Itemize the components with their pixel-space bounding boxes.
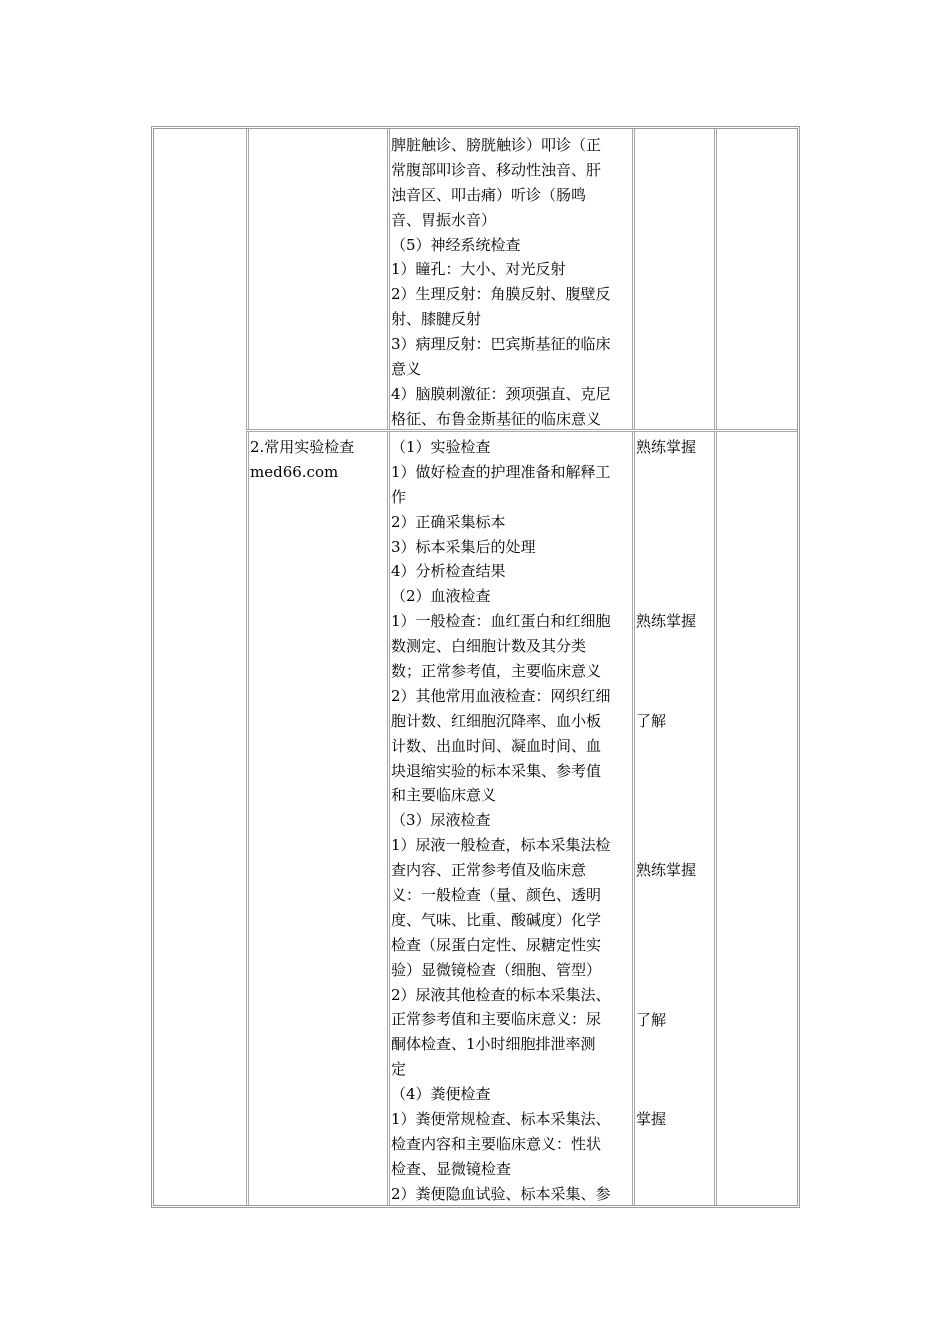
content-line: 1）瞳孔：大小、对光反射 [391,260,566,279]
content-line: 音、胃振水音） [391,210,497,229]
content-line: 2）粪便隐血试验、标本采集、参 [391,1184,611,1203]
content-line: 2）生理反射：角膜反射、腹壁反 [391,285,611,304]
mastery-level: 了解 [636,711,667,730]
content-line: 浊音区、叩击痛）听诊（肠鸣 [391,185,587,204]
content-line: 和主要临床意义 [391,786,497,805]
content-line: 格征、布鲁金斯基征的临床意义 [391,409,602,428]
content-line: 块退缩实验的标本采集、参考值 [391,761,602,780]
content-line: 2）其他常用血液检查：网织红细 [391,686,611,705]
content-line: 度、气味、比重、酸碱度）化学 [391,910,602,929]
column-divider [246,129,249,1205]
content-line: 计数、出血时间、凝血时间、血 [391,736,602,755]
syllabus-table [151,126,800,1208]
mastery-level: 熟练掌握 [636,612,697,631]
content-line: 1）尿液一般检查，标本采集法检 [391,836,611,855]
content-line: 数；正常参考值，主要临床意义 [391,662,602,681]
content-line: （2）血液检查 [391,587,491,606]
content-line: 数测定、白细胞计数及其分类 [391,637,587,656]
content-line: 胞计数、红细胞沉降率、血小板 [391,711,602,730]
content-line: 意义 [391,360,422,379]
column-divider [387,129,390,1205]
content-line: 检查（尿蛋白定性、尿糖定性实 [391,935,602,954]
mastery-level: 了解 [636,1010,667,1029]
content-line: 作 [391,487,407,506]
mastery-level: 掌握 [636,1110,667,1129]
content-line: 射、膝腱反射 [391,310,482,329]
content-line: 2）正确采集标本 [391,512,506,531]
content-line: （5）神经系统检查 [391,235,521,254]
content-line: 酮体检查、1小时细胞排泄率测 [391,1035,596,1054]
row2-section-label [250,435,386,485]
content-line: 3）标本采集后的处理 [391,537,536,556]
content-line: 3）病理反射：巴宾斯基征的临床 [391,335,611,354]
content-line: 查内容、正常参考值及临床意 [391,861,587,880]
content-line: 1）一般检查：血红蛋白和红细胞 [391,612,611,631]
mastery-level: 熟练掌握 [636,861,697,880]
content-line: 1）粪便常规检查、标本采集法、 [391,1110,611,1129]
section-label-line: med66.com [250,462,339,481]
content-line: （1）实验检查 [391,438,491,456]
content-line: 4）脑膜刺激征：颈项强直、克尼 [391,384,611,403]
content-line: 义：一般检查（量、颜色、透明 [391,886,602,905]
content-line: 正常参考值和主要临床意义：尿 [391,1010,602,1029]
content-line: （3）尿液检查 [391,811,491,830]
content-line: 4）分析检查结果 [391,562,506,581]
mastery-level: 熟练掌握 [636,438,697,456]
content-line: 验）显微镜检查（细胞、管型） [391,960,602,979]
content-line: 常腹部叩诊音、移动性浊音、肝 [391,160,602,179]
content-line: 检查、显微镜检查 [391,1159,512,1178]
row1-content-cell [391,133,635,432]
content-line: 脾脏触诊、膀胱触诊）叩诊（正 [391,136,602,154]
row2-content-cell [391,435,635,1207]
content-line: 2）尿液其他检查的标本采集法、 [391,985,611,1004]
content-line: 检查内容和主要临床意义：性状 [391,1134,602,1153]
content-line: 1）做好检查的护理准备和解释工 [391,462,611,481]
section-label-line: 2.常用实验检查 [250,438,355,456]
row2-level-cell [636,435,716,1235]
content-line: 定 [391,1060,407,1079]
content-line: （4）粪便检查 [391,1085,491,1104]
